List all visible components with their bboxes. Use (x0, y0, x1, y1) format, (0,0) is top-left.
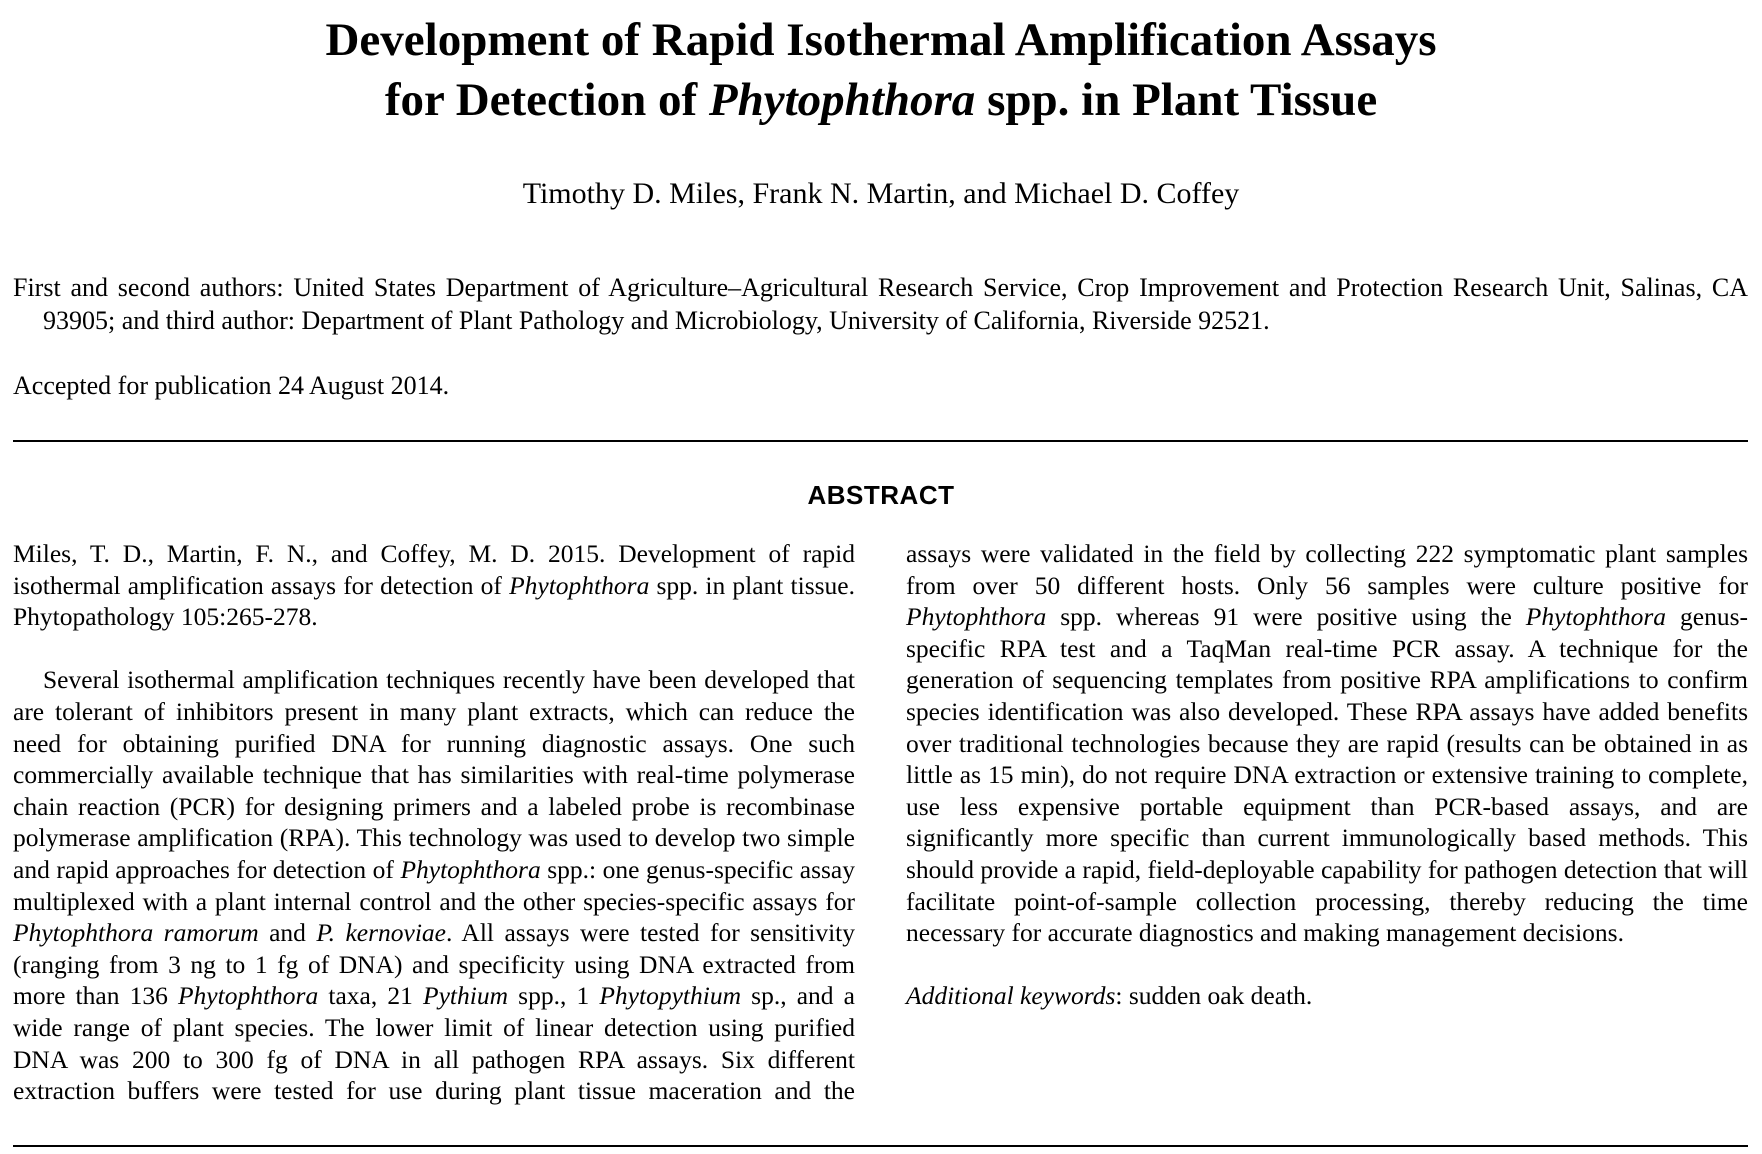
taxon-name: Pythium (423, 981, 508, 1011)
abstract-text: assays were validated in the field by collecting 222 symptomatic plant samples from over 50 different hosts. Only 56 samples were culture positive for (906, 539, 1748, 600)
abstract-body (13, 664, 855, 1106)
title-line-1: Development of Rapid Isothermal Amplification Assays (325, 14, 1437, 66)
abstract-column-right (906, 538, 1748, 1012)
abstract-text: spp. whereas 91 were positive using the (1046, 602, 1526, 632)
citation (13, 538, 855, 633)
title-line-2-post: spp. in Plant Tissue (975, 74, 1378, 126)
taxon-name: Phytopythium (599, 981, 741, 1011)
abstract-column-left (13, 538, 855, 1107)
abstract-text: spp., 1 (508, 981, 600, 1011)
article-title (0, 10, 1762, 130)
taxon-name: Phytophthora (177, 981, 319, 1011)
header-divider (13, 440, 1748, 442)
title-line-2-pre: for Detection of (384, 74, 709, 126)
abstract-heading: ABSTRACT (807, 480, 955, 510)
taxon-name: Phytophthora ramorum (13, 918, 259, 948)
taxon-name: Phytophthora (1525, 602, 1667, 632)
affiliation: First and second authors: United States Department of Agriculture–Agricultural Research Service, Crop Improvement and Protection Research Unit, Salinas, CA 93905; and third author: Department of Plant Pathology and Microbiology, University of California, Riverside 92521. (13, 273, 1748, 335)
keywords-value: sudden oak death. (1128, 981, 1313, 1011)
citation-genus: Phytophthora (509, 570, 650, 600)
taxon-name: Phytophthora (906, 602, 1047, 632)
additional-keywords (906, 980, 1748, 1012)
footer-divider (13, 1145, 1748, 1147)
abstract-text: genus-specific RPA test and a TaqMan real-time PCR assay. A technique for the generation of sequencing templates from positive RPA amplifications to confirm species identification was also developed. These RPA assays have added benefits over traditional technologies because they are rapid (results can be obtained in as little as 15 min), do not require DNA extraction or extensive training to complete, use less expensive portable equipment than PCR-based assays, and are significantly more specific than current immunologically based methods. This should provide a rapid, field-deployable capability for pathogen detection that will facilitate point-of-sample collection processing, thereby reducing the time necessary for accurate diagnostics and making management decisions. (906, 602, 1748, 948)
paragraph-gap (906, 949, 1748, 981)
abstract-text: and (258, 918, 317, 948)
keywords-separator: : (1115, 981, 1129, 1011)
taxon-name: P. kernoviae (316, 918, 446, 948)
abstract-text: taxa, 21 (318, 981, 424, 1011)
keywords-label: Additional keywords (906, 981, 1116, 1011)
taxon-name: Phytophthora (400, 854, 541, 884)
abstract-continuation (906, 538, 1748, 949)
abstract-text: sp., and a wide range of plant species. The lower limit of linear detection using purified DNA was 200 to 300 fg of DNA in all pathogen RPA assays. Six different extraction buffers were tested for use during plant tissue maceration and the (13, 981, 855, 1106)
abstract-text: Several isothermal amplification techniques recently have been developed that are tolerant of inhibitors present in many plant extracts, which can reduce the need for obtaining purified DNA for running diagnostic assays. One such commercially available technique that has similarities with real-time polymerase chain reaction (PCR) for designing primers and a labeled probe is recombinase polymerase amplification (RPA). This technology was used to develop two simple and rapid approaches for detection of (13, 665, 855, 884)
citation-text: Miles, T. D., Martin, F. N., and Coffey, M. D. 2015. Development of rapid isothermal amplification assays for detection of (13, 539, 855, 600)
abstract-text: . All assays were tested for sensitivity (ranging from 3 ng to 1 fg of DNA) and specificity using DNA extracted from more than 136 (13, 918, 855, 1011)
accepted-date: Accepted for publication 24 August 2014. (13, 371, 450, 400)
title-line-2-italic: Phytophthora (708, 74, 976, 126)
citation-text-end: spp. in plant tissue. Phytopathology 105:265-278. (13, 570, 855, 632)
author-list: Timothy D. Miles, Frank N. Martin, and Michael D. Coffey (522, 177, 1240, 210)
abstract-body-continued (906, 538, 1748, 949)
abstract-text: spp.: one genus-specific assay multiplexed with a plant internal control and the other species-specific assays for (13, 854, 855, 916)
paragraph-gap (13, 633, 855, 665)
